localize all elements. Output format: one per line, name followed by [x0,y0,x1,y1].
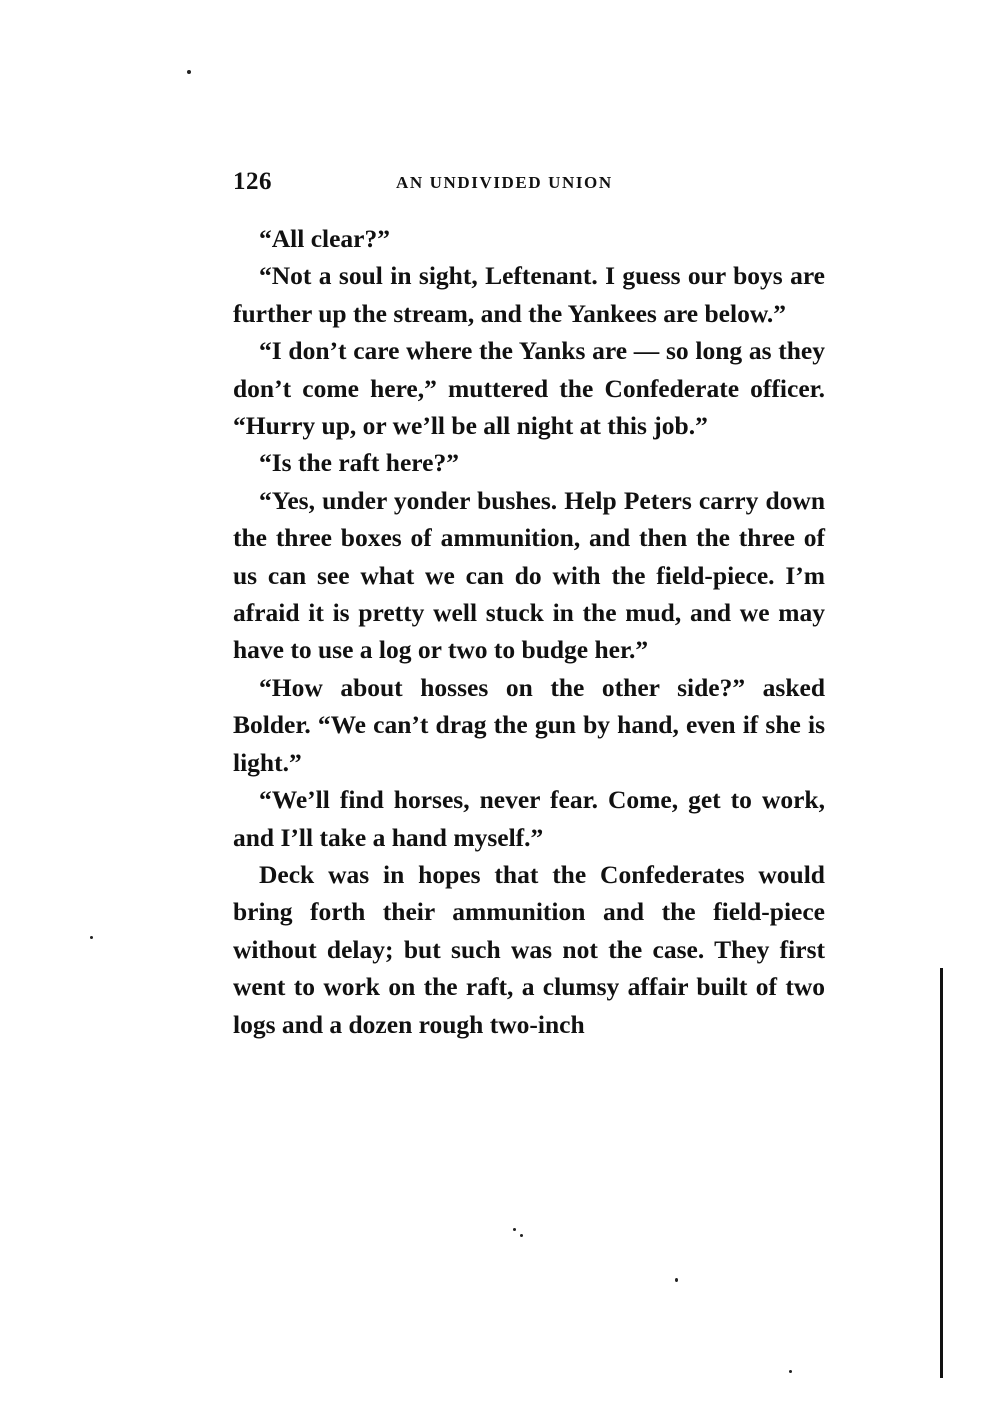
paragraph: “All clear?” [259,224,390,253]
body-text [233,220,825,1043]
scan-speck [513,1228,516,1231]
page-number: 126 [233,168,272,195]
running-header [233,168,828,198]
running-title: AN UNDIVIDED UNION [396,173,613,192]
scan-speck [90,936,93,939]
paragraph: “We’ll find horses, never fear. Come, get to work, and I’ll take a hand myself.” [233,785,825,852]
scan-speck [675,1278,678,1282]
scan-speck [187,70,191,74]
paragraph: “Not a soul in sight, Leftenant. I guess our boys are further up the stream, and the Yankees are below.” [233,261,825,328]
scan-edge-line [940,968,943,1378]
scan-speck [520,1234,523,1237]
scan-speck [789,1370,792,1373]
paragraph: “I don’t care where the Yanks are — so long as they don’t come here,” muttered the Confederate officer. “Hurry up, or we’ll be all night at this job.” [233,336,825,441]
paragraph: Deck was in hopes that the Confederates would bring forth their ammunition and the field-piece without delay; but such was not the case. They first went to work on the raft, a clumsy affair built of two logs and a dozen rough two-inch [233,859,825,1039]
paragraph: “Is the raft here?” [259,448,459,478]
paragraph: “Yes, under yonder bushes. Help Peters carry down the three boxes of ammunition, and then the three of us can see what we can do with the field-piece. I’m afraid it is pretty well stuck in the mud, and we may have to use a log or two to budge her.” [233,485,825,665]
paragraph: “How about hosses on the other side?” asked Bolder. “We can’t drag the gun by hand, even if she is light.” [233,672,825,777]
